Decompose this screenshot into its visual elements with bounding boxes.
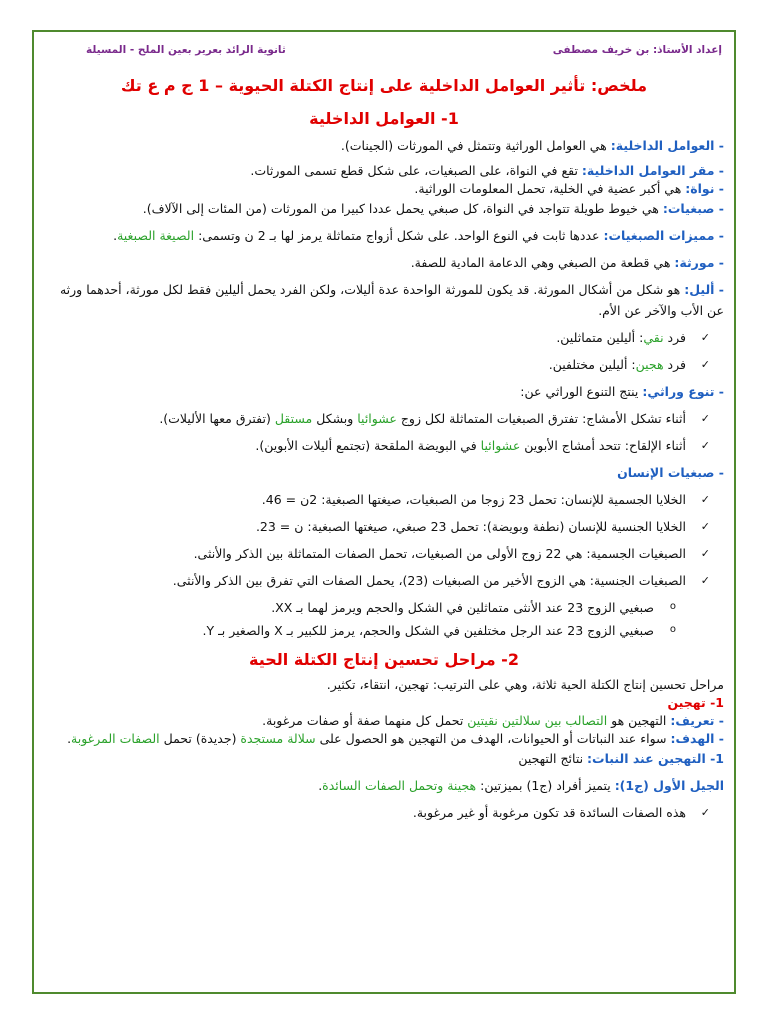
term: - العوامل الداخلية: bbox=[610, 138, 724, 153]
document-title: ملخص: تأثير العوامل الداخلية على إنتاج الكتلة الحيوية – 1 ج م ع تك bbox=[120, 76, 648, 95]
text: : أليلين مختلفين. bbox=[548, 357, 636, 372]
list-item bbox=[44, 354, 710, 375]
features-paragraph bbox=[44, 225, 724, 246]
text: ينتج التنوع الوراثي عن: bbox=[520, 384, 643, 399]
text: وبشكل bbox=[312, 411, 358, 426]
goal-paragraph bbox=[44, 730, 724, 748]
list-item: ✓ الصبغيات الجسمية: هي 22 زوج الأولى من الصبغيات، تحمل الصفات المتماثلة بين الذكر والأنثى. bbox=[44, 543, 710, 564]
text: (جديدة) تحمل bbox=[159, 731, 241, 746]
text: هي قطعة من الصبغي وهي الدعامة المادية للصفة. bbox=[410, 255, 675, 270]
section1-heading: 1- العوامل الداخلية bbox=[309, 109, 459, 128]
highlight: سلالة مستجدة bbox=[240, 731, 316, 746]
author-line: إعداد الأستاذ: بن خريف مصطفى bbox=[552, 44, 722, 56]
f1-paragraph bbox=[44, 775, 724, 796]
list-item bbox=[44, 435, 710, 456]
highlight: عشوائيا bbox=[357, 411, 397, 426]
highlight: عشوائيا bbox=[480, 438, 521, 453]
term: - تعريف: bbox=[670, 713, 724, 728]
nucleus-paragraph bbox=[44, 180, 724, 198]
list-item: ✓ هذه الصفات السائدة قد تكون مرغوبة أو غير مرغوبة. bbox=[44, 802, 710, 823]
term: - الهدف: bbox=[670, 731, 724, 746]
subheading: 1- تهجين bbox=[667, 695, 724, 710]
human-chromosomes-list bbox=[44, 489, 724, 591]
text: أثناء تشكل الأمشاج: تفترق الصبغيات المتماثلة لكل زوج bbox=[396, 411, 686, 426]
term: الجيل الأول (ج1): bbox=[614, 778, 724, 793]
text: عددها ثابت في النوع الواحد. على شكل أزواج متماثلة يرمز لها بـ 2 ن وتسمى: bbox=[198, 228, 604, 243]
list-item bbox=[44, 408, 710, 429]
highlight: هجين bbox=[635, 357, 664, 372]
list-item: ✓ الخلايا الجنسية للإنسان (نطفة وبويضة): تحمل 23 صبغي، صيغتها الصبغية: ن = 23. bbox=[44, 516, 710, 537]
school-line: ثانوية الرائد بعرير بعين الملح - المسيلة bbox=[86, 44, 286, 56]
gene-paragraph bbox=[44, 252, 724, 273]
diversity-list bbox=[44, 408, 724, 456]
term: - صبغيات الإنسان bbox=[617, 465, 724, 480]
sub-list-item: o صبغيي الزوج 23 عند الرجل مختلفين في الشكل والحجم، يرمز للكبير بـ X والصغير بـ Y. bbox=[44, 620, 676, 641]
chromosomes-paragraph bbox=[44, 198, 724, 219]
text: التهجين هو bbox=[607, 713, 671, 728]
page-border bbox=[32, 30, 736, 994]
highlight: نقي bbox=[643, 330, 664, 345]
text: . bbox=[113, 228, 118, 243]
text: فرد bbox=[663, 330, 686, 345]
document-body bbox=[44, 106, 724, 829]
text: . bbox=[67, 731, 72, 746]
definition-paragraph bbox=[44, 712, 724, 730]
text: هي أكبر عضية في الخلية، تحمل المعلومات الوراثية. bbox=[414, 181, 686, 196]
term: 1- التهجين عند النبات: bbox=[587, 751, 724, 766]
sub-list-item: o صبغيي الزوج 23 عند الأنثى متماثلين في الشكل والحجم ويرمز لهما بـ XX. bbox=[44, 597, 676, 618]
term: - صبغيات: bbox=[662, 201, 724, 216]
page-header bbox=[46, 44, 722, 60]
list-item bbox=[44, 327, 710, 348]
section2-heading: 2- مراحل تحسين إنتاج الكتلة الحية bbox=[249, 650, 519, 669]
text: : أليلين متماثلين. bbox=[556, 330, 644, 345]
highlight: الصفات المرغوبة bbox=[71, 731, 160, 746]
hybridization-heading bbox=[44, 694, 724, 712]
list-item: ✓ الصبغيات الجنسية: هي الزوج الأخير من الصبغيات (23)، يحمل الصفات التي تفرق بين الذكر والأنثى. bbox=[44, 570, 710, 591]
text: (تفترق معها الأليلات). bbox=[159, 411, 275, 426]
f1-list bbox=[44, 802, 724, 823]
text: تقع في النواة، على الصبغيات، على شكل قطع تسمى المورثات. bbox=[250, 163, 582, 178]
internal-factors-paragraph bbox=[44, 135, 724, 156]
text: يتميز أفراد (ج1) بميزتين: bbox=[476, 778, 615, 793]
term: - مورثة: bbox=[674, 255, 724, 270]
allele-types-list bbox=[44, 327, 724, 375]
highlight: التصالب بين سلالتين نقيتين bbox=[467, 713, 608, 728]
text: نتائج التهجين bbox=[518, 751, 588, 766]
plants-paragraph bbox=[44, 748, 724, 769]
sex-chromosomes-list bbox=[44, 597, 724, 641]
text: هو شكل من أشكال المورثة. قد يكون للمورثة الواحدة عدة أليلات، ولكن الفرد يحمل أليلين فقط لكل مورثة، أحدهما ورثه عن الأب والآخر عن الأم. bbox=[59, 282, 724, 318]
diversity-paragraph bbox=[44, 381, 724, 402]
term: - نواة: bbox=[685, 181, 724, 196]
text: فرد bbox=[663, 357, 686, 372]
term: - أليل: bbox=[684, 282, 724, 297]
text: في البويضة الملقحة (تجتمع أليلات الأبوين). bbox=[255, 438, 481, 453]
text: أثناء الإلقاح: تتحد أمشاج الأبوين bbox=[520, 438, 686, 453]
text: . bbox=[318, 778, 323, 793]
text: هي خيوط طويلة تتواجد في النواة، كل صبغي يحمل عددا كبيرا من المورثات (من المئات إلى الآلاف). bbox=[142, 201, 663, 216]
highlight: مستقل bbox=[274, 411, 313, 426]
text: تحمل كل منهما صفة أو صفات مرغوبة. bbox=[262, 713, 468, 728]
human-chromosomes-heading bbox=[44, 462, 724, 483]
term: - مقر العوامل الداخلية: bbox=[581, 163, 724, 178]
location-paragraph bbox=[44, 162, 724, 180]
allele-paragraph bbox=[44, 279, 724, 321]
highlight: الصيغة الصبغية bbox=[117, 228, 195, 243]
text: سواء عند النباتات أو الحيوانات، الهدف من التهجين هو الحصول على bbox=[315, 731, 671, 746]
list-item: ✓ الخلايا الجسمية للإنسان: تحمل 23 زوجا من الصبغيات، صيغتها الصبغية: 2ن = 46. bbox=[44, 489, 710, 510]
text: هي العوامل الوراثية وتتمثل في المورثات (الجينات). bbox=[340, 138, 611, 153]
stages-intro: مراحل تحسين إنتاج الكتلة الحية ثلاثة، وهي على الترتيب: تهجين، انتقاء، تكثير. bbox=[326, 677, 724, 692]
term: - تنوع وراثي: bbox=[642, 384, 724, 399]
highlight: هجينة وتحمل الصفات السائدة bbox=[322, 778, 477, 793]
term: - مميزات الصبغيات: bbox=[603, 228, 724, 243]
